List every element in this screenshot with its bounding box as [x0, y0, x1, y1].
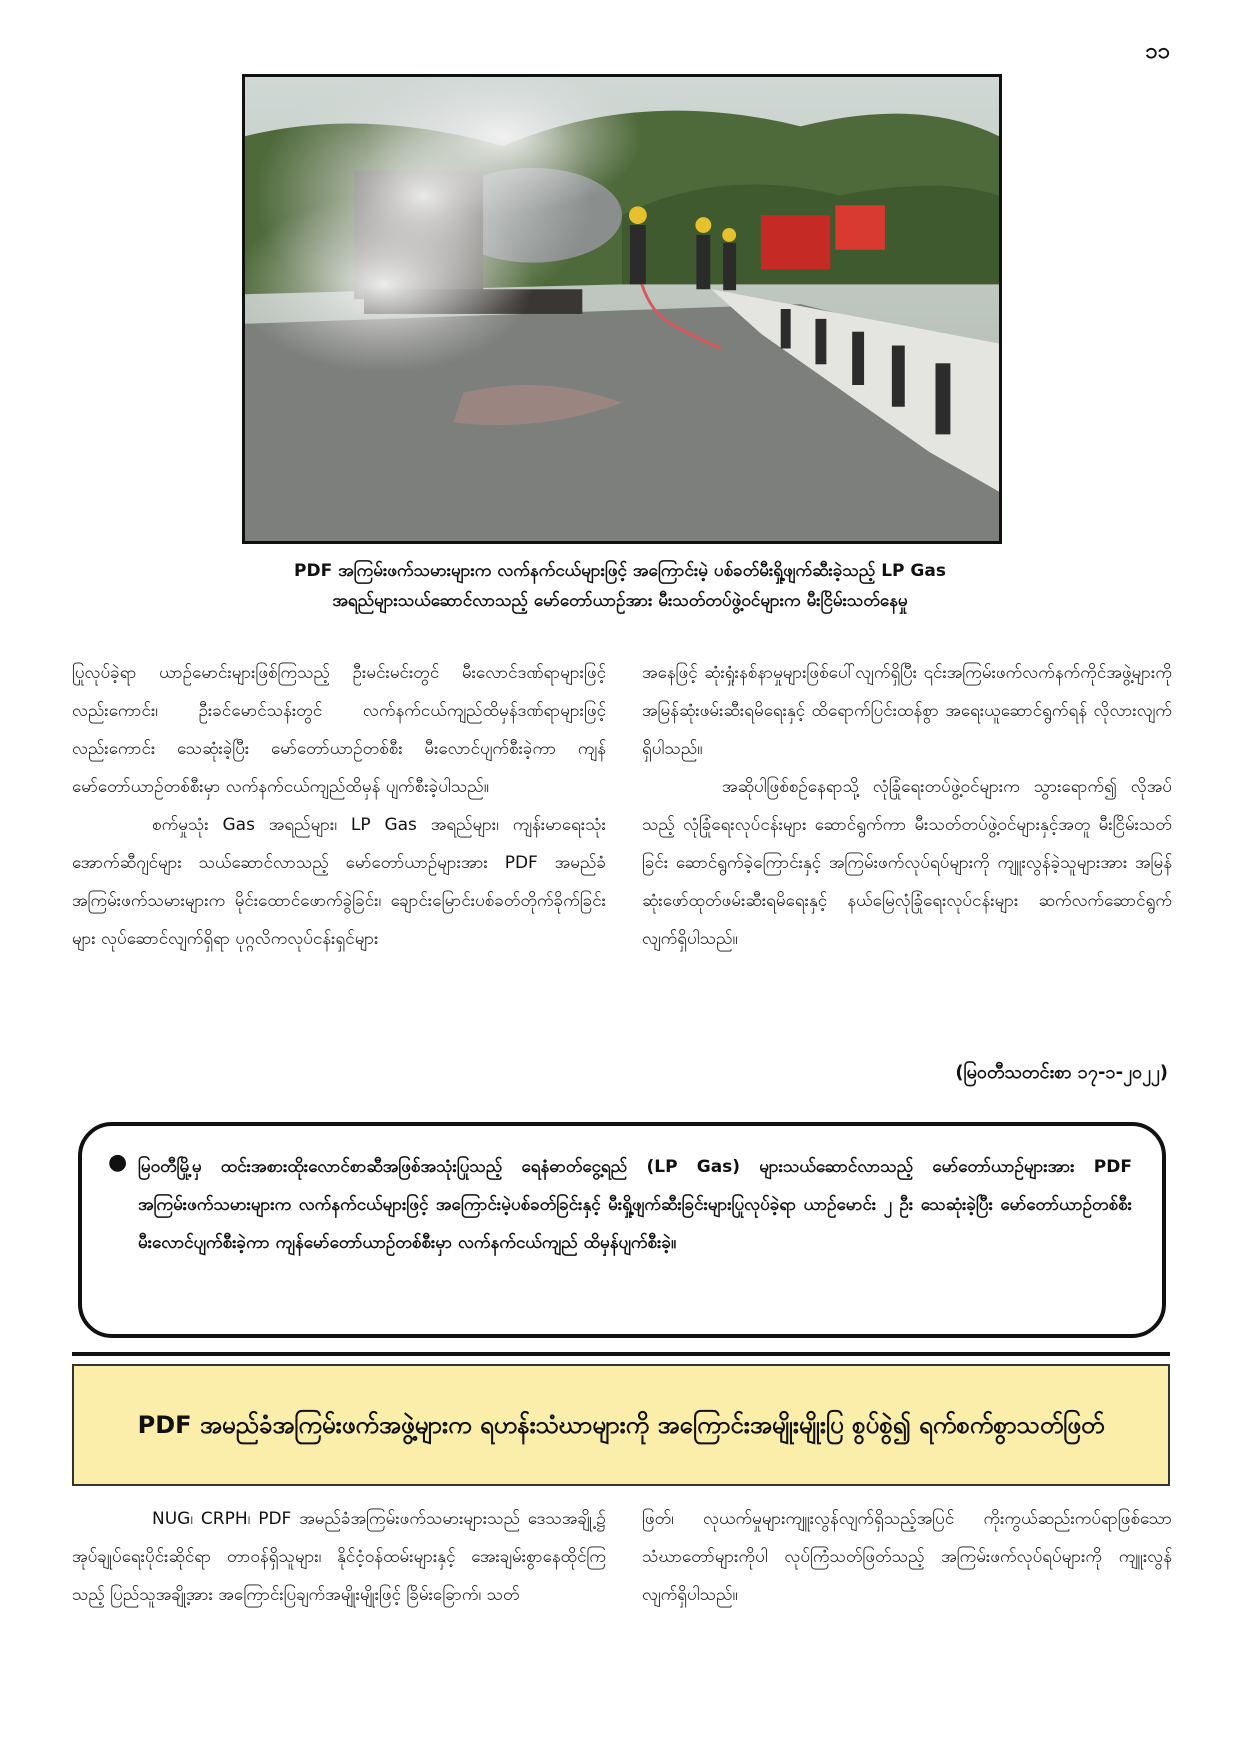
article1-right-column: [642, 654, 1172, 958]
article1-right-paragraph-2: အဆိုပါဖြစ်စဉ်နေရာသို့ လုံခြုံရေးတပ်ဖွဲ့ဝင်များက သွားရောက်၍ လိုအပ်သည့် လုံခြုံရေးလုပ်ငန်းများ ဆောင်ရွက်ကာ မီးသတ်တပ်ဖွဲ့ဝင်များနှင့်အတူ မီးငြိမ်းသတ်ခြင်း ဆောင်ရွက်ခဲ့ကြောင်းနှင့် အကြမ်းဖက်လုပ်ရပ်များကို ကျူးလွန်ခဲ့သူများအား အမြန်ဆုံးဖော်ထုတ်ဖမ်းဆီးရမိရေးနှင့် နယ်မြေလုံခြုံရေးလုပ်ငန်းများ ဆက်လက်ဆောင်ရွက်လျက်ရှိပါသည်။: [642, 777, 1172, 949]
news-photo: [242, 74, 1002, 544]
article2-right-paragraph-1: ဖြတ်၊ လုယက်မှုများကျူးလွန်လျက်ရှိသည့်အပြင် ကိုးကွယ်ဆည်းကပ်ရာဖြစ်သော သံဃာတော်များကိုပါ လုပ်ကြံသတ်ဖြတ်သည့် အကြမ်းဖက်လုပ်ရပ်များကို ကျူးလွန်လျက်ရှိပါသည်။: [642, 1509, 1172, 1605]
summary-box: [78, 1122, 1166, 1338]
bullet-icon: ●: [108, 1150, 128, 1175]
article1-source: (မြဝတီသတင်းစာ ၁၇-၁-၂၀၂၂): [955, 1062, 1168, 1083]
article2-left-paragraph-1: NUG၊ CRPH၊ PDF အမည်ခံအကြမ်းဖက်သမားများသည် ဒေသအချို့၌ အုပ်ချုပ်ရေးပိုင်းဆိုင်ရာ တာဝန်ရှိသူများ၊ နိုင်ငံ့ဝန်ထမ်းများနှင့် အေးချမ်းစွာနေထိုင်ကြသည့် ပြည်သူအချို့အား အကြောင်းပြချက်အမျိုးမျိုးဖြင့် ခြိမ်းခြောက်၊ သတ်: [72, 1509, 606, 1605]
article2-right-column: [642, 1500, 1172, 1614]
caption-line-2: အရည်များသယ်ဆောင်လာသည့် မော်တော်ယာဉ်အား မီးသတ်တပ်ဖွဲ့ဝင်များက မီးငြိမ်းသတ်နေမှု: [332, 591, 908, 611]
section-divider: [72, 1352, 1170, 1356]
article1-left-column: [72, 654, 606, 958]
summary-text: မြဝတီမြို့မှ ထင်းအစားထိုးလောင်စာဆီအဖြစ်အသုံးပြုသည့် ရေနံဓာတ်ငွေ့ရည် (LP Gas) များသယ်ဆောင်လာသည့် မော်တော်ယာဉ်များအား PDF အကြမ်းဖက်သမားများက လက်နက်ငယ်များဖြင့် အကြောင်းမဲ့ပစ်ခတ်ခြင်းနှင့် မီးရှို့ဖျက်ဆီးခြင်းများပြုလုပ်ခဲ့ရာ ယာဉ်မောင်း ၂ ဦး သေဆုံးခဲ့ပြီး မော်တော်ယာဉ်တစ်စီး မီးလောင်ပျက်စီးခဲ့ကာ ကျန်မော်တော်ယာဉ်တစ်စီးမှာ လက်နက်ငယ်ကျည် ထိမှန်ပျက်စီးခဲ့။: [138, 1157, 1132, 1253]
caption-line-1: PDF အကြမ်းဖက်သမားများက လက်နက်ငယ်များဖြင့် အကြောင်းမဲ့ ပစ်ခတ်မီးရှို့ဖျက်ဆီးခဲ့သည့် LP Gas: [294, 561, 946, 581]
article1-left-paragraph-2: စက်မှုသုံး Gas အရည်များ၊ LP Gas အရည်များ၊ ကျန်းမာရေးသုံး အောက်ဆီဂျင်များ သယ်ဆောင်လာသည့် မော်တော်ယာဉ်များအား PDF အမည်ခံ အကြမ်းဖက်သမားများက မိုင်းထောင်ဖောက်ခွဲခြင်း၊ ချောင်းမြောင်းပစ်ခတ်တိုက်ခိုက်ခြင်းများ လုပ်ဆောင်လျက်ရှိရာ ပုဂ္ဂလိကလုပ်ငန်းရှင်များ: [72, 815, 606, 949]
page-number: ၁၁: [1145, 39, 1170, 64]
article2-left-column: [72, 1500, 606, 1614]
article1-left-paragraph-1: ပြုလုပ်ခဲ့ရာ ယာဉ်မောင်းများဖြစ်ကြသည့် ဦးမင်းမင်းတွင် မီးလောင်ဒဏ်ရာများဖြင့် လည်းကောင်း၊ ဦးခင်မောင်သန်းတွင် လက်နက်ငယ်ကျည်ထိမှန်ဒဏ်ရာများဖြင့်လည်းကောင်း သေဆုံးခဲ့ပြီး မော်တော်ယာဉ်တစ်စီး မီးလောင်ပျက်စီးခဲ့ကာ ကျန်မော်တော်ယာဉ်တစ်စီးမှာ လက်နက်ငယ်ကျည်ထိမှန် ပျက်စီးခဲ့ပါသည်။: [72, 663, 606, 797]
article2-headline-box: [72, 1364, 1170, 1486]
photo-caption: [150, 556, 1090, 616]
article2-headline: PDF အမည်ခံအကြမ်းဖက်အဖွဲ့များက ရဟန်းသံဃာများကို အကြောင်းအမျိုးမျိုးပြ စွပ်စွဲ၍ ရက်စက်စွာသတ်ဖြတ်: [137, 1411, 1105, 1439]
article1-right-paragraph-1: အနေဖြင့် ဆုံးရှုံးနစ်နာမှုများဖြစ်ပေါ်လျက်ရှိပြီး ၎င်းအကြမ်းဖက်လက်နက်ကိုင်အဖွဲ့များကို အမြန်ဆုံးဖမ်းဆီးရမိရေးနှင့် ထိရောက်ပြင်းထန်စွာ အရေးယူဆောင်ရွက်ရန် လိုလားလျက်ရှိပါသည်။: [642, 663, 1172, 759]
